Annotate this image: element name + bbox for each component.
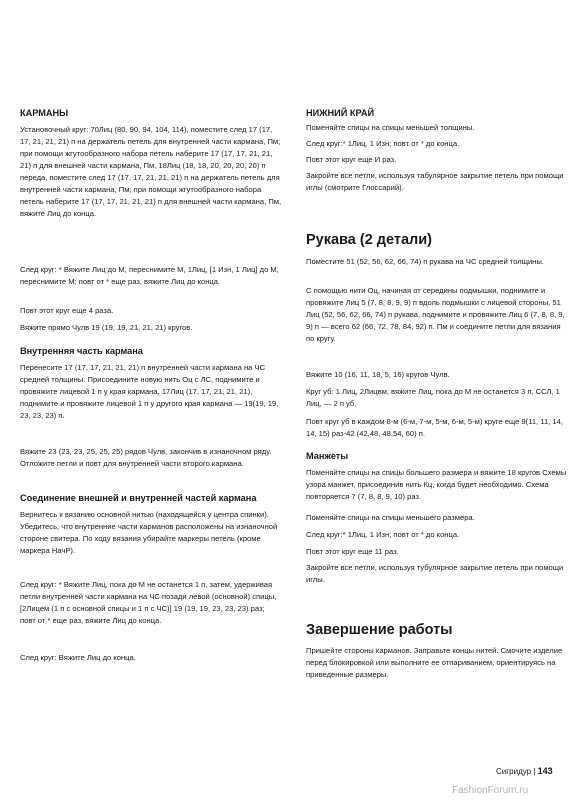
paragraph: Вяжите 10 (16, 11, 18, 5, 16) кругов Чулв.	[306, 370, 450, 379]
paragraph: След круг: Вяжите Лиц до конца.	[20, 653, 136, 662]
section-heading-sleeves: Рукава (2 детали)	[306, 232, 432, 248]
page-footer	[496, 766, 553, 776]
paragraph: След круг: * Вяжите Лиц до М, переснимите М, 1Лиц, [1 Изн, 1 Лиц] до М, переснимите М; повт от * еще раз, вяжите Лиц до конца.	[20, 265, 279, 286]
paragraph: Поместите 51 (52, 56, 62, 66, 74) п рукава на ЧС средней толщины.	[306, 257, 544, 266]
paragraph: Поменяйте спицы на спицы большего размера и вяжите 18 кругов Схемы узора манжет, присоединив нить Кц, когда будет необходимо. Схема повторяется 7 (7, 8, 8, 9, 10) раз.	[306, 468, 567, 501]
paragraph: Повт этот круг еще 11 раз.	[306, 547, 399, 556]
subsection-heading-joining: Соединение внешней и внутренней частей кармана	[20, 493, 257, 503]
paragraph: Пришейте стороны карманов. Заправьте концы нитей. Смочите изделие перед блокировкой или выполните ее отпариванием, ориентируясь на приведенные размеры.	[306, 646, 563, 679]
paragraph: Повт этот круг еще И раз.	[306, 155, 397, 164]
paragraph: След круг:* 1Лиц, 1 Изн; повт от * до конца.	[306, 530, 460, 539]
paragraph: Закройте все петли, используя табулярное закрытие петель при помощи иглы (смотрите Глоссарий).	[306, 171, 564, 192]
paragraph: Поменяйте спицы на спицы меньшей толщины.	[306, 123, 475, 132]
paragraph: След круг:* 1Лиц, 1 Изн; повт от * до конца.	[306, 139, 460, 148]
paragraph: Вернитесь к вязанию основной нитью (находящейся у центра спинки). Убедитесь, что внутренние части карманов расположены на изнаночной стороне свитера. По ходу вязания убирайте маркеры петель (кроме маркера НачР).	[20, 510, 278, 555]
paragraph: След круг: * Вяжите Лиц, пока до М не останется 1 п, затем, удерживая петли внутренней части кармана на ЧС позади левой (основной) спицы, [2Лицем (1 п с основной спицы и 1 п с ЧС)] 19 (19, 19, 23, 23, 23) раз; повт от * еще раз, вяжите Лиц до конца.	[20, 580, 277, 625]
paragraph: Поменяйте спицы на спицы меньшего размера.	[306, 513, 475, 522]
section-heading-bottom-edge: НИЖНИЙ КРАЙ	[306, 108, 375, 118]
subsection-heading-inner-pocket: Внутренняя часть кармана	[20, 346, 143, 356]
paragraph: Закройте все петли, используя тубулярное закрытие петель при помощи иглы.	[306, 563, 564, 584]
paragraph: Круг уб: 1 Лиц, 2Лицвм, вяжите Лиц, пока до М не останется 3 п, ССЛ, 1 Лиц, — 2 п уб.	[306, 387, 560, 408]
paragraph: Повт этот круг еще 4 раза.	[20, 306, 114, 315]
paragraph: Повт круг уб в каждом 8-м (6-м, 7-м, 5-м, 6-м, 5-м) круге еще 9(11, 11, 14, 14, 15) раз-42 (42,48, 48,54, 60) п.	[306, 417, 563, 438]
book-title: Сигридур	[496, 767, 532, 776]
paragraph: Вяжите 23 (23, 23, 25, 25, 25) рядов Чулв, закончив в изнаночном ряду. Отложите петли и повт для внутренней части второго кармана.	[20, 447, 272, 468]
watermark: FashionForum.ru	[452, 785, 529, 796]
section-heading-pockets: КАРМАНЫ	[20, 108, 69, 118]
paragraph: Установочный круг: 70Лиц (80, 90, 94, 104, 114), поместите след 17 (17, 17, 21, 21, 21) п на держатель петель для внутренней части кармана, Пм; при помощи жгутообразного набора петель наберите 17 (17, 17, 21, 21, 21) п для внешней части кармана, Пм, 18Лиц (18, 18, 20, 20, 20, 20) п переда, поместите след 17 (17, 17, 21, 21, 21) п на держатель петель для внутренней части кармана, Пм; при помощи жгутообразного набора петель наберите 17 (17, 17, 21, 21, 21) п для внешней части кармана, Пм, вяжите Лиц до конца.	[20, 125, 282, 218]
footer-separator: |	[533, 767, 536, 776]
paragraph: Вяжите прямо Чулв 19 (19, 19, 21, 21, 21) кругов.	[20, 323, 193, 332]
section-heading-finishing: Завершение работы	[306, 622, 453, 638]
page-number: 143	[537, 766, 553, 776]
paragraph: С помощью нити Оц, начиная от середины подмышки, поднимите и провяжите Лиц 5 (7, 8, 8, 9, 9) п вдоль подмышки с лицевой стороны, 51 Лиц (52, 56, 62, 66, 74) п рукава, поднимите и провяжите Лиц 6 (7, 8, 8, 9, 9) п — всего 62 (66, 72, 78, 84, 92) п. Пм и соедините петли для вязания по кругу.	[306, 286, 565, 343]
paragraph: Перенесите 17 (17, 17, 21, 21, 21) п внутренней части кармана на ЧС средней толщины. Присоедините новую нить Оц с ЛС, поднимите и провяжите лицевой 1 п у края кармана, 17Лиц (17, 17, 21, 21, 21), поднимите и провяжите лицевой 1 п у другого края кармана — 19(19, 19, 23, 23, 23) п.	[20, 363, 279, 420]
subsection-heading-cuffs: Манжеты	[306, 451, 349, 461]
